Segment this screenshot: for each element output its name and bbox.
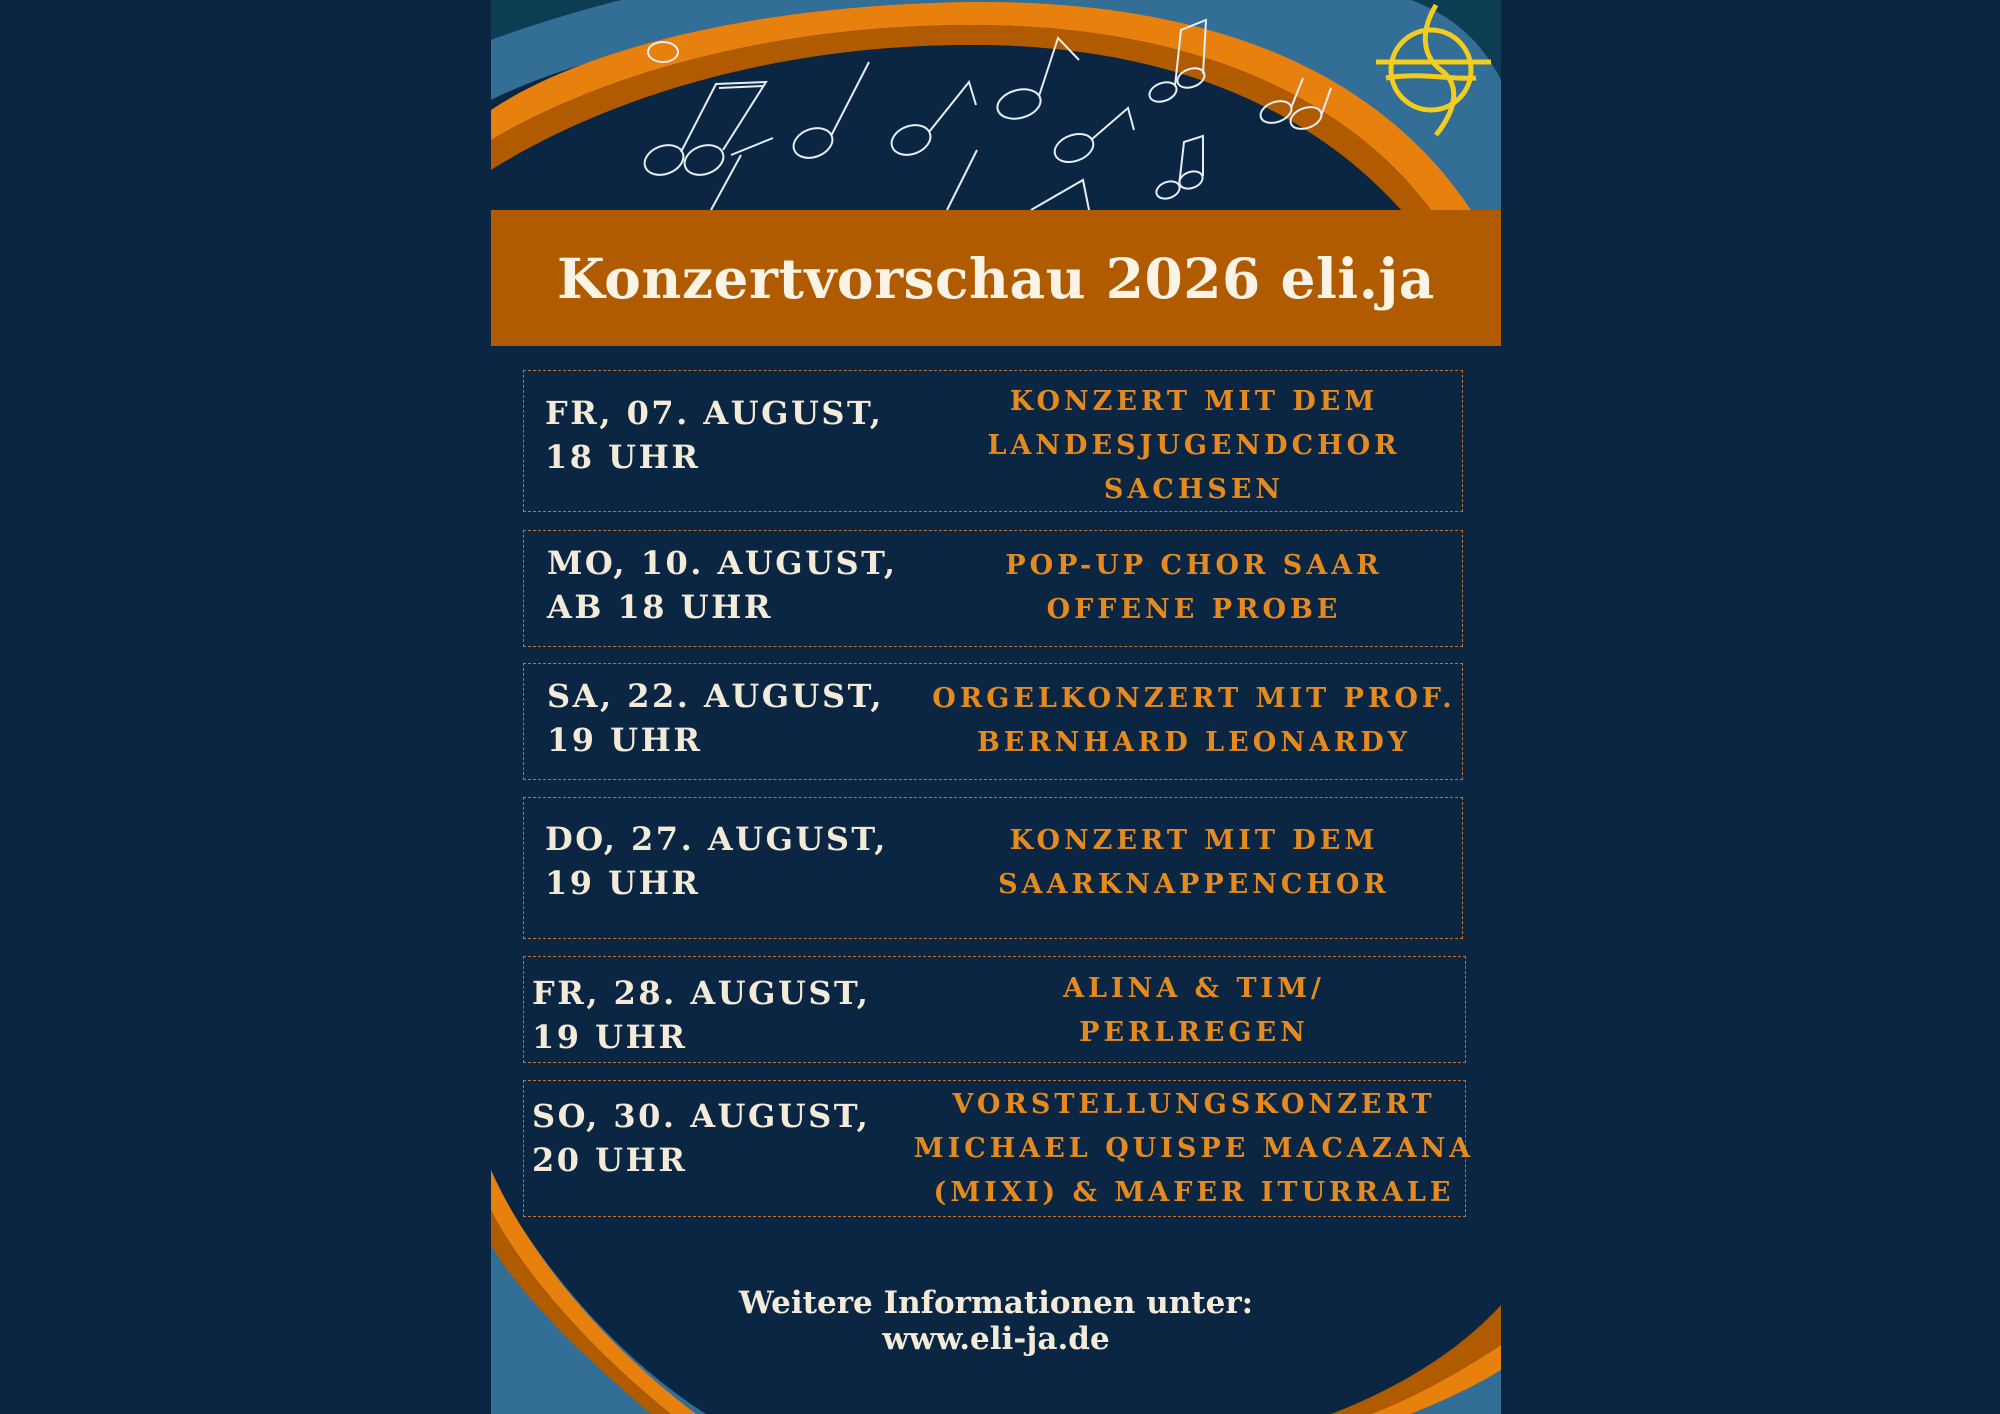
event-item xyxy=(523,797,1463,939)
event-list xyxy=(491,0,1501,1414)
concert-poster xyxy=(491,0,1501,1414)
event-item xyxy=(523,1080,1475,1217)
event-title: VORSTELLUNGSKONZERT MICHAEL QUISPE MACAZANA (MIXI) & MAFER ITURRALE xyxy=(913,1089,1475,1208)
poster-title: Konzertvorschau 2026 eli.ja xyxy=(557,245,1435,311)
event-title: POP-UP CHOR SAAR OFFENE PROBE xyxy=(1005,550,1383,625)
event-date: MO, 10. AUGUST, AB 18 UHR xyxy=(547,544,898,626)
event-date: DO, 27. AUGUST, 19 UHR xyxy=(545,820,888,902)
event-title: ORGELKONZERT MIT PROF. BERNHARD LEONARDY xyxy=(932,683,1456,758)
event-item xyxy=(523,663,1463,780)
footer-info-label: Weitere Informationen unter: xyxy=(738,1285,1254,1321)
event-item xyxy=(523,370,1463,512)
event-date: FR, 28. AUGUST, 19 UHR xyxy=(532,974,871,1056)
event-title: KONZERT MIT DEM LANDESJUGENDCHOR SACHSEN xyxy=(987,386,1401,505)
event-date: SA, 22. AUGUST, 19 UHR xyxy=(547,677,885,759)
footer xyxy=(491,1285,1501,1357)
event-title: KONZERT MIT DEM SAARKNAPPENCHOR xyxy=(998,825,1390,900)
event-item xyxy=(523,530,1463,647)
event-title: ALINA & TIM/ PERLREGEN xyxy=(1063,973,1325,1048)
footer-url-link[interactable]: www.eli-ja.de xyxy=(882,1321,1110,1357)
event-date: SO, 30. AUGUST, 20 UHR xyxy=(532,1097,871,1179)
event-date: FR, 07. AUGUST, 18 UHR xyxy=(545,394,884,476)
event-item xyxy=(523,956,1466,1063)
